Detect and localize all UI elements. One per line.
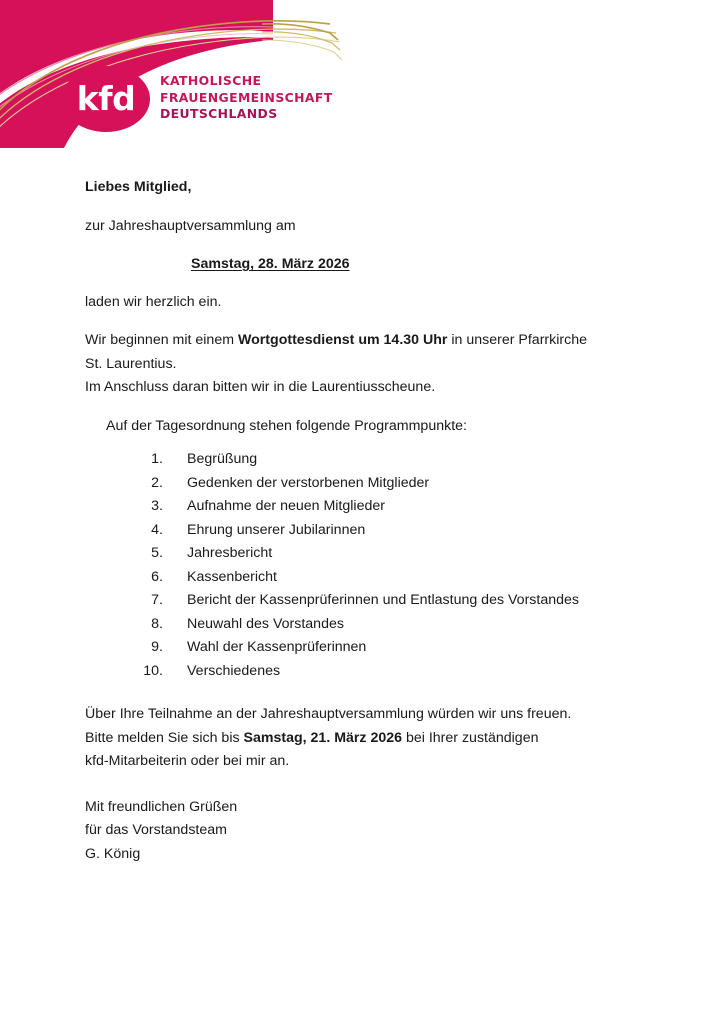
event-date: Samstag, 28. März 2026 — [191, 256, 350, 272]
agenda-item — [85, 448, 645, 472]
intro-paragraph: zur Jahreshauptversammlung am — [85, 217, 296, 234]
agenda-item-label: Bericht der Kassenprüferinnen und Entlastung des Vorstandes — [187, 592, 579, 608]
agenda-item-label: Neuwahl des Vorstandes — [187, 615, 344, 632]
agenda-item — [85, 519, 645, 543]
closing-line: Über Ihre Teilnahme an der Jahreshauptversammlung würden wir uns freuen. — [85, 706, 572, 722]
agenda-item-number: 7. — [151, 592, 163, 608]
service-text-before: Wir beginnen mit einem — [85, 332, 238, 348]
agenda-intro: Auf der Tagesordnung stehen folgende Programmpunkte: — [106, 417, 467, 434]
agenda-item-label: Wahl der Kassenprüferinnen — [187, 639, 367, 655]
agenda-item-number: 4. — [151, 521, 163, 538]
agenda-item-number: 2. — [151, 474, 163, 491]
agenda-item-number: 1. — [151, 451, 163, 467]
letter-body — [85, 176, 645, 866]
kfd-logo-text: kfd — [76, 78, 136, 118]
agenda-item-label: Jahresbericht — [187, 545, 273, 561]
church-line: St. Laurentius. — [85, 355, 177, 372]
agenda-item-label: Gedenken der verstorbenen Mitglieder — [187, 474, 430, 491]
letterhead — [0, 0, 721, 152]
rsvp-text-after: bei Ihrer zuständigen — [402, 729, 539, 746]
rsvp-line-2: kfd-Mitarbeiterin oder bei mir an. — [85, 753, 290, 769]
rsvp-deadline-bold: Samstag, 21. März 2026 — [243, 729, 403, 746]
agenda-item-number: 6. — [151, 568, 163, 585]
agenda-item-number: 9. — [151, 639, 163, 655]
agenda-item-number: 5. — [151, 545, 163, 561]
agenda-item — [85, 589, 645, 613]
wordmark-line-1: KATHOLISCHE — [160, 73, 262, 88]
signoff-name: G. König — [85, 845, 141, 862]
agenda-list — [85, 448, 645, 683]
agenda-item — [85, 613, 645, 637]
agenda-item — [85, 495, 645, 519]
signature-spacer — [85, 774, 645, 796]
agenda-item-number: 8. — [151, 615, 163, 632]
service-paragraph — [85, 329, 645, 353]
agenda-item-label: Aufnahme der neuen Mitglieder — [187, 498, 385, 514]
invite-line: laden wir herzlich ein. — [85, 293, 222, 310]
agenda-item — [85, 472, 645, 496]
agenda-item — [85, 566, 645, 590]
agenda-item-number: 10. — [143, 662, 163, 679]
agenda-item — [85, 542, 645, 566]
salutation-text: Liebes Mitglied, — [85, 179, 192, 195]
rsvp-paragraph — [85, 727, 645, 751]
agenda-item-label: Begrüßung — [187, 451, 258, 467]
kfd-wordmark — [160, 73, 333, 123]
signoff-role: für das Vorstandsteam — [85, 822, 227, 838]
agenda-item-number: 3. — [151, 498, 163, 514]
agenda-item-label: Kassenbericht — [187, 568, 277, 585]
agenda-item-label: Verschiedenes — [187, 662, 281, 679]
agenda-item — [85, 636, 645, 660]
salutation — [85, 176, 645, 200]
signoff-greeting: Mit freundlichen Grüßen — [85, 798, 238, 815]
agenda-item — [85, 660, 645, 684]
rsvp-text-before: Bitte melden Sie sich bis — [85, 729, 244, 746]
wordmark-line-2: FRAUENGEMEINSCHAFT — [160, 89, 333, 105]
after-service-line: Im Anschluss daran bitten wir in die Laurentiusscheune. — [85, 379, 436, 395]
kfd-logo-badge — [62, 66, 150, 132]
event-date-line — [85, 253, 645, 277]
wordmark-line-3: DEUTSCHLANDS — [160, 106, 278, 121]
service-time-bold: Wortgottesdienst um 14.30 Uhr — [237, 332, 448, 348]
agenda-item-label: Ehrung unserer Jubilarinnen — [187, 521, 366, 538]
service-text-after: in unserer Pfarrkirche — [447, 332, 587, 348]
